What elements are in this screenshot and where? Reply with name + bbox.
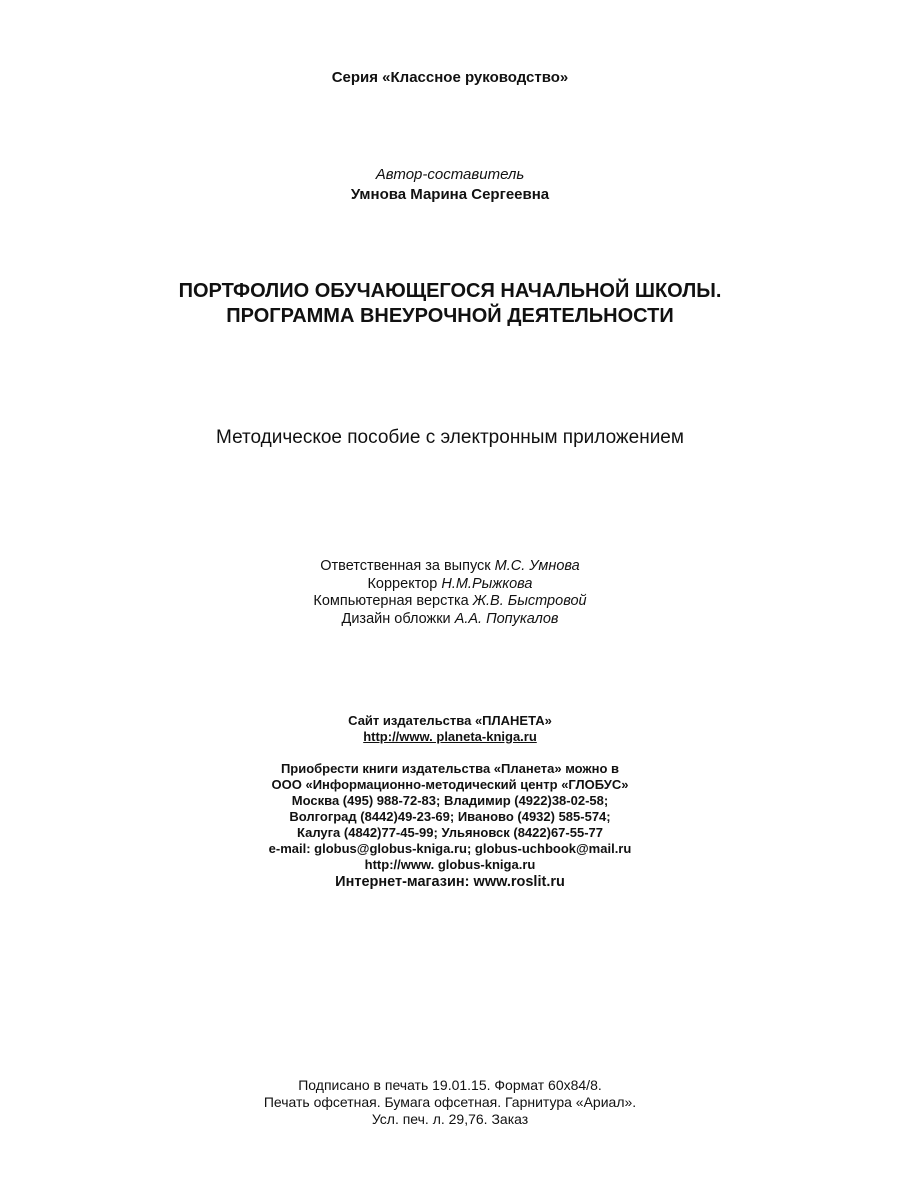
credit-label: Корректор — [367, 575, 442, 592]
credit-line — [0, 558, 900, 576]
credits-block — [0, 558, 900, 628]
book-title-line-1: ПОРТФОЛИО ОБУЧАЮЩЕГОСЯ НАЧАЛЬНОЙ ШКОЛЫ. — [178, 280, 722, 302]
publisher-site-label: Сайт издательства «ПЛАНЕТА» — [348, 713, 552, 728]
credit-label: Ответственная за выпуск — [320, 558, 495, 574]
book-subtitle: Методическое пособие с электронным приложением — [216, 427, 684, 448]
distribution-url-line: http://www. globus-kniga.ru — [364, 857, 536, 872]
imprint-block — [0, 1077, 900, 1128]
author-name: Умнова Марина Сергеевна — [350, 186, 550, 203]
imprint-line-3: Усл. печ. л. 29,76. Заказ — [371, 1111, 529, 1127]
credit-line — [0, 611, 900, 629]
distribution-email-line: e-mail: globus@globus-kniga.ru; globus-uchbook@mail.ru — [268, 841, 632, 856]
publisher-site-block — [0, 713, 900, 745]
publisher-site-link[interactable]: http://www. planeta-kniga.ru — [363, 729, 537, 744]
imprint-line-2: Печать офсетная. Бумага офсетная. Гарнитура «Ариал». — [263, 1094, 637, 1110]
author-role: Автор-составитель — [375, 166, 525, 183]
imprint-line-1: Подписано в печать 19.01.15. Формат 60х84/8. — [298, 1077, 602, 1093]
credit-person: Ж.В. Быстровой — [472, 593, 587, 609]
credit-line — [0, 593, 900, 611]
book-title-line-2: ПРОГРАММА ВНЕУРОЧНОЙ ДЕЯТЕЛЬНОСТИ — [226, 305, 674, 327]
distribution-line: Приобрести книги издательства «Планета» можно в — [280, 761, 620, 776]
book-title — [0, 279, 900, 329]
credit-label: Компьютерная верстка — [313, 593, 473, 609]
credit-person: А.А. Попукалов — [454, 610, 559, 627]
credit-person: Н.М.Рыжкова — [441, 575, 533, 592]
distribution-line: ООО «Информационно-методический центр «ГЛОБУС» — [271, 777, 629, 792]
distribution-block — [0, 761, 900, 891]
credit-label: Дизайн обложки — [341, 610, 455, 627]
distribution-line: Калуга (4842)77-45-99; Ульяновск (8422)67-55-77 — [297, 825, 603, 840]
distribution-line: Волгоград (8442)49-23-69; Иваново (4932) 585-574; — [289, 809, 611, 824]
series-title: Серия «Классное руководство» — [331, 69, 569, 86]
online-shop-line: Интернет-магазин: www.roslit.ru — [335, 874, 565, 890]
credit-line — [0, 576, 900, 594]
credit-person: М.С. Умнова — [494, 558, 580, 574]
distribution-line: Москва (495) 988-72-83; Владимир (4922)38-02-58; — [291, 793, 609, 808]
